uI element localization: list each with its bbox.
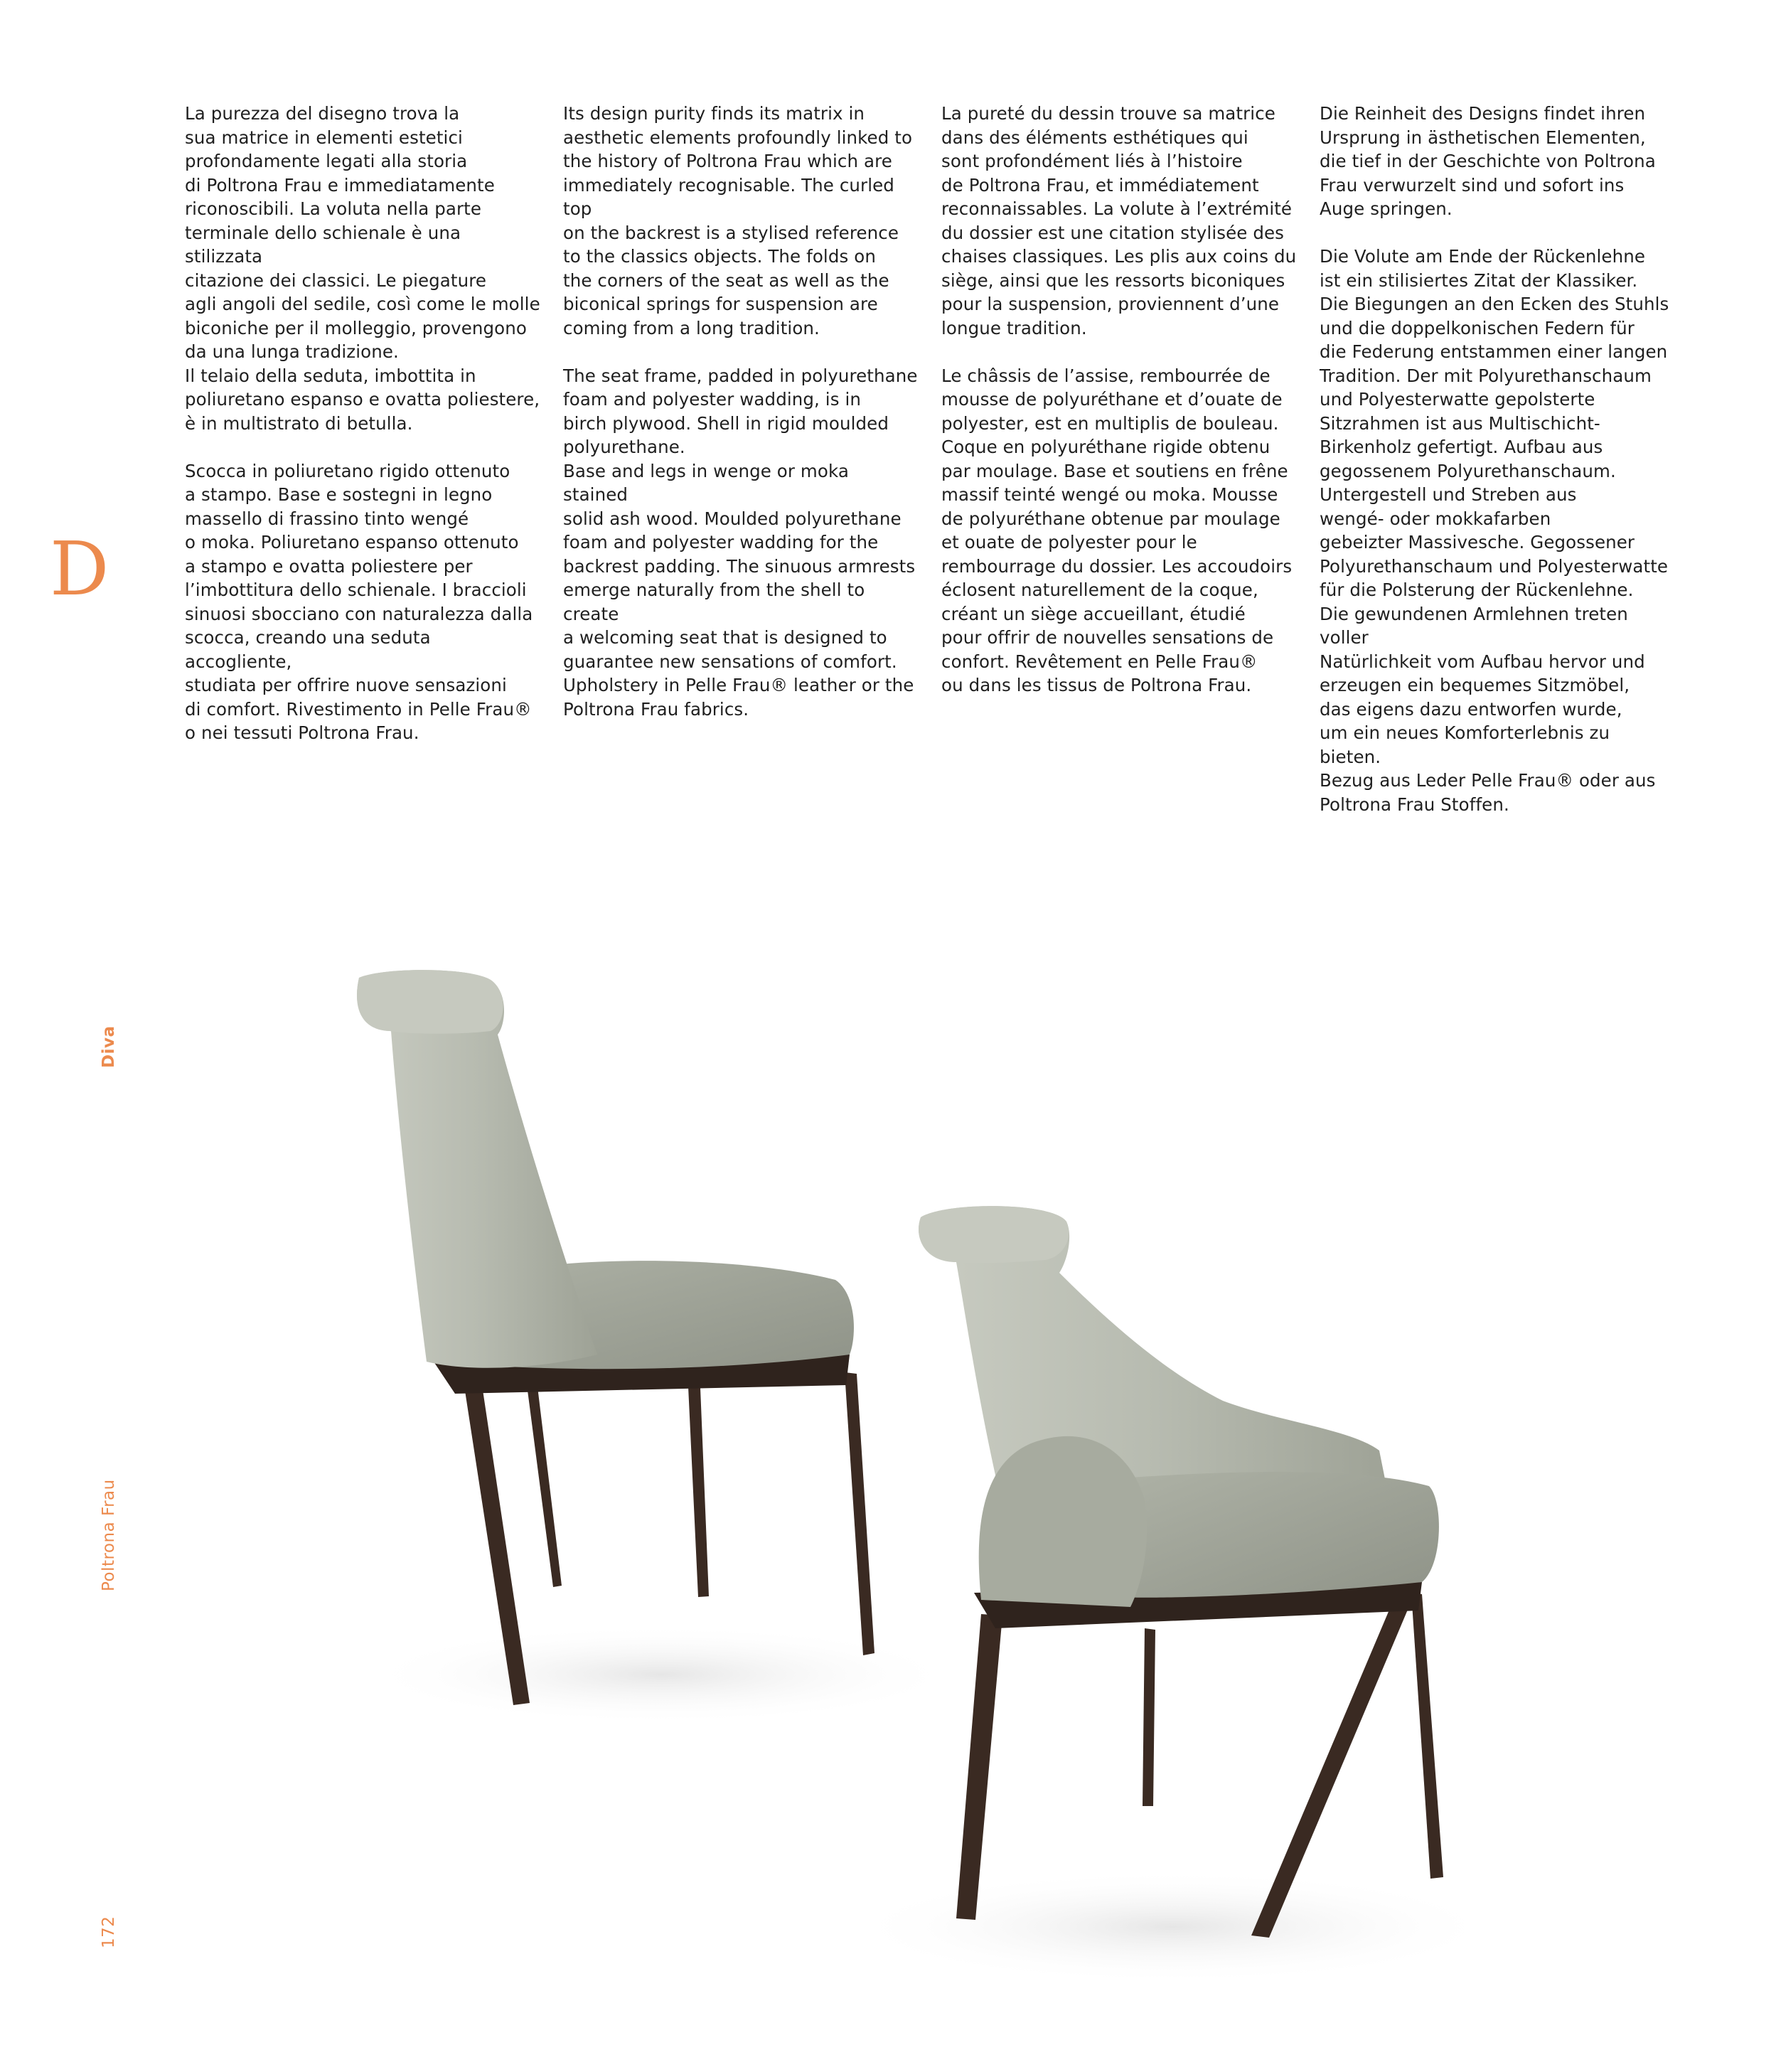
german-paragraph-2: Die Volute am Ende der Rückenlehne ist ein stilisiertes Zitat der Klassiker. Die Biegungen an den Ecken des Stuhls und die doppelkonischen Federn für die Federung entstammen einer langen Tradition. Der mit Polyurethanschaum und Polyesterwatte gepolsterte Sitzrahmen ist aus Multischicht- Birkenholz gefertigt. Aufbau aus gegossenem Polyurethanschaum. Untergestell und Streben aus wengé- oder mokkafarben gebeizter Massivesche. Gegossener Polyurethanschaum und Polyesterwatte für die Polsterung der Rückenlehne. Die gewundenen Armlehnen treten voller Natürlichkeit vom Aufbau hervor und erzeugen ein bequemes Sitzmöbel, das eigens dazu entworfen wurde, um ein neues Komforterlebnis zu bieten. Bezug aus Leder Pelle Frau® oder aus Poltrona Frau Stoffen. <box>1320 246 1669 815</box>
english-column <box>563 102 919 721</box>
french-paragraph-2: Le châssis de l’assise, rembourrée de mousse de polyuréthane et d’ouate de polyester, est en multiplis de bouleau. Coque en polyuréthane rigide obtenu par moulage. Base et soutiens en frêne massif teinté wengé ou moka. Mousse de polyuréthane obtenue par moulage et ouate de polyester pour le rembourrage du dossier. Les accoudoirs éclosent naturellement de la coque, créant un siège accueillant, étudié pour offrir de nouvelles sensations de confort. Revêtement en Pelle Frau® ou dans les tissus de Poltrona Frau. <box>941 365 1293 695</box>
english-paragraph-2: The seat frame, padded in polyurethane foam and polyester wadding, is in birch plywood. Shell in rigid moulded polyurethane. Base and legs in wenge or moka stained solid ash wood. Moulded polyurethane foam and polyester wadding for the backrest padding. The sinuous armrests emerge naturally from the shell to create a welcoming seat that is designed to guarantee new sensations of comfort. Upholstery in Pelle Frau® leather or the Poltrona Frau fabrics. <box>563 365 918 720</box>
english-paragraph-1: Its design purity finds its matrix in aesthetic elements profoundly linked to the history of Poltrona Frau which are immediately recognisable. The curled top on the backrest is a stylised reference to the classics objects. The folds on the corners of the seat as well as the biconical springs for suspension are coming from a long tradition. <box>563 103 913 338</box>
italian-column <box>185 102 540 745</box>
section-initial: D <box>50 525 109 612</box>
german-paragraph-1: Die Reinheit des Designs findet ihren Ursprung in ästhetischen Elementen, die tief in der Geschichte von Poltrona Frau verwurzelt sind und sofort ins Auge springen. <box>1320 103 1656 219</box>
french-column <box>941 102 1297 698</box>
italian-paragraph-1: La purezza del disegno trova la sua matrice in elementi estetici profondamente legati alla storia di Poltrona Frau e immediatamente riconoscibili. La voluta nella parte terminale dello schienale è una stilizzata citazione dei classici. Le piegature agli angoli del sedile, così come le molle biconiche per il molleggio, provengono da una lunga tradizione. Il telaio della seduta, imbottita in poliuretano espanso e ovatta poliestere, è in multistrato di betulla. <box>185 103 540 434</box>
italian-paragraph-2: Scocca in poliuretano rigido ottenuto a stampo. Base e sostegni in legno massello di frassino tinto wengé o moka. Poliuretano espanso ottenuto a stampo e ovatta poliestere per l’imbottitura dello schienale. I braccioli sinuosi sbocciano con naturalezza dalla scocca, creando una seduta accogliente, studiata per offrire nuove sensazioni di comfort. Rivestimento in Pelle Frau® o nei tessuti Poltrona Frau. <box>185 460 533 743</box>
armchair-shadow <box>846 1870 1500 1984</box>
german-column <box>1320 102 1675 816</box>
brand-label: Poltrona Frau <box>100 1479 118 1591</box>
side-chair <box>357 970 960 1724</box>
armchair-seat <box>1109 1472 1439 1598</box>
side-chair-scroll <box>357 970 503 1034</box>
armchair-scroll <box>919 1206 1069 1263</box>
chairs-photo <box>0 924 1776 2072</box>
french-paragraph-1: La pureté du dessin trouve sa matrice dans des éléments esthétiques qui sont profondément liés à l’histoire de Poltrona Frau, et immédiatement reconnaissables. La volute à l’extrémité du dossier est une citation stylisée des chaises classiques. Les plis aux coins du siège, ainsi que les ressorts biconiques pour la suspension, proviennent d’une longue tradition. <box>941 103 1297 338</box>
page-number: 172 <box>100 1916 118 1948</box>
armchair <box>846 1206 1500 1984</box>
section-label: Diva <box>100 1025 118 1068</box>
